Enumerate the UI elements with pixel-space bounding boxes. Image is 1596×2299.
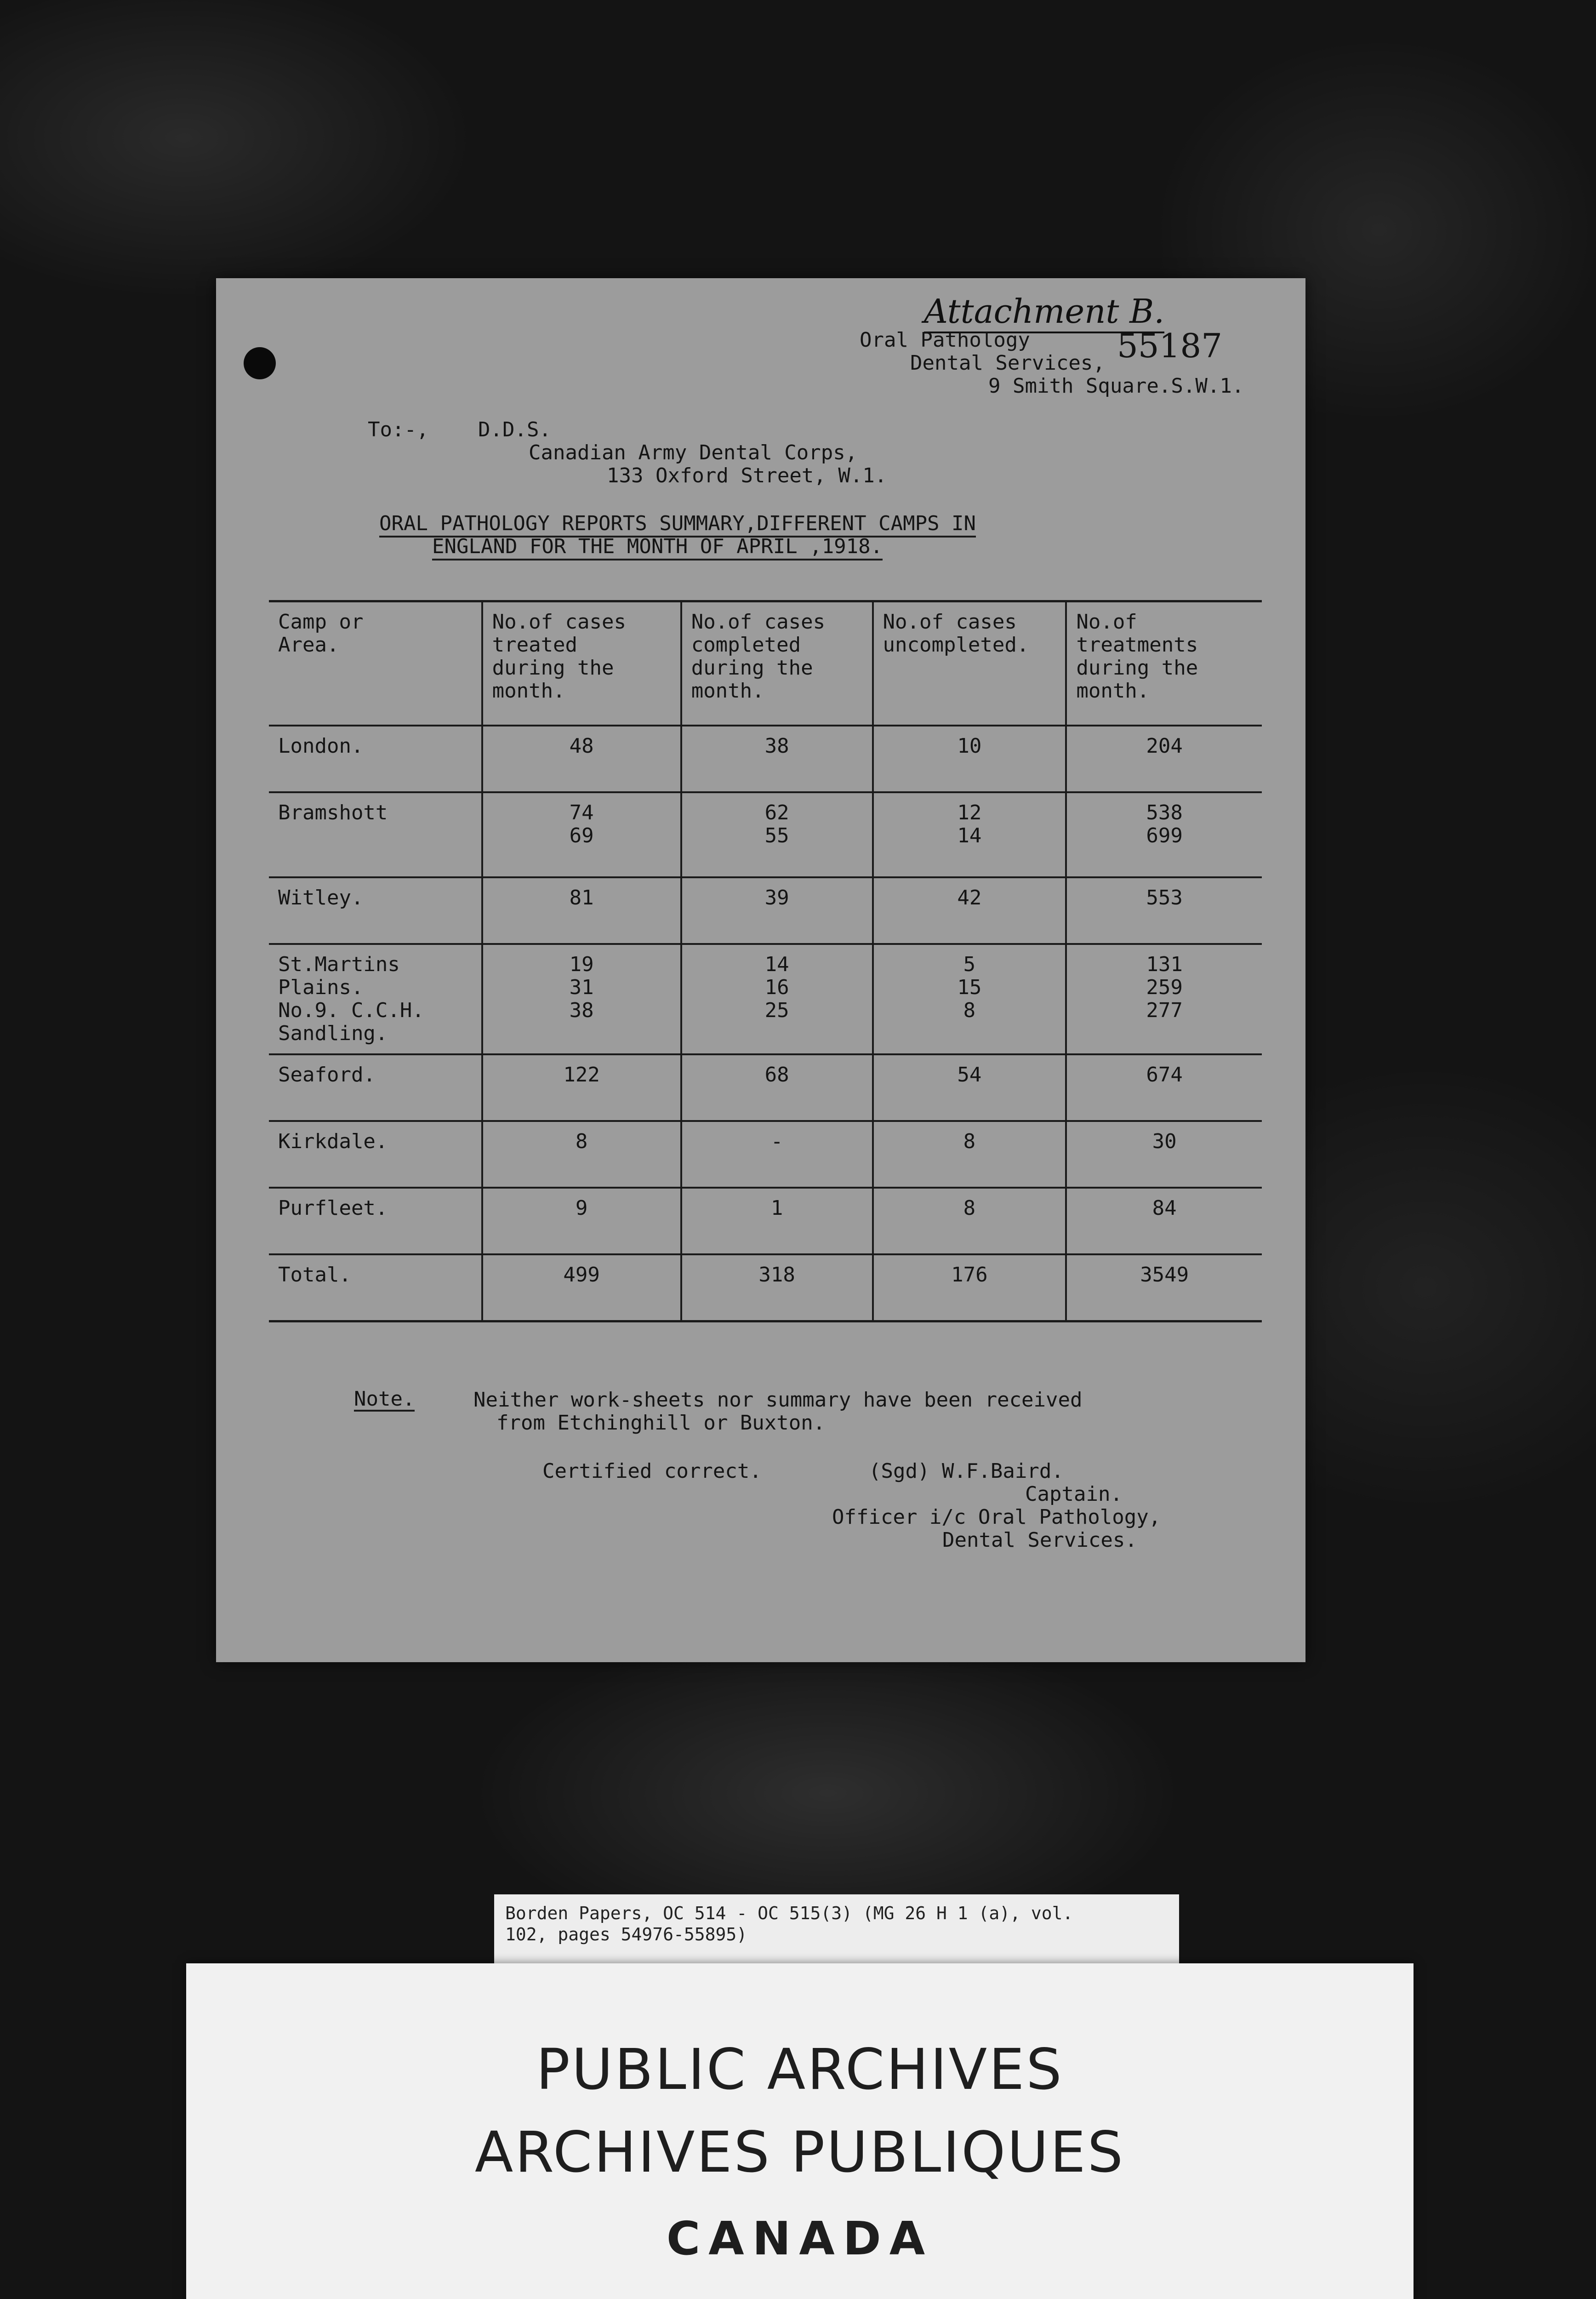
cell-value: Purfleet. — [278, 1196, 388, 1220]
cell-value: 8 — [963, 999, 976, 1022]
note-text-line-1: Neither work-sheets nor summary have been received — [473, 1388, 1083, 1412]
table-cell-treatments — [1066, 1121, 1262, 1188]
table-row — [269, 877, 1262, 944]
signature-rank: Captain. — [1025, 1482, 1123, 1506]
header-text: Camp or — [278, 610, 364, 634]
header-camp — [269, 601, 482, 726]
table-cell-camp — [269, 1121, 482, 1188]
cell-value: 277 — [1146, 999, 1183, 1022]
cell-value: Witley. — [278, 886, 364, 909]
table-row — [269, 1188, 1262, 1254]
table-cell-completed — [681, 877, 873, 944]
table-cell-uncompleted — [873, 1054, 1066, 1121]
cell-value: 54 — [957, 1063, 982, 1087]
cell-value: 12 — [957, 801, 982, 824]
header-text: during the — [492, 656, 614, 680]
header-text: month. — [492, 679, 565, 703]
header-treatments — [1066, 601, 1262, 726]
table-cell-treated — [482, 944, 681, 1054]
cell-value: 38 — [569, 999, 594, 1022]
header-text: No.of — [1076, 610, 1137, 634]
header-completed — [681, 601, 873, 726]
cell-value: 3549 — [1140, 1263, 1189, 1287]
table-cell-uncompleted — [873, 792, 1066, 877]
archives-line-country: CANADA — [666, 2212, 934, 2265]
cell-value: 39 — [764, 886, 789, 909]
cell-value: 48 — [569, 734, 594, 758]
report-title-line-1: ORAL PATHOLOGY REPORTS SUMMARY,DIFFERENT CAMPS IN — [379, 513, 976, 538]
header-uncompleted — [873, 601, 1066, 726]
table-cell-treated — [482, 1188, 681, 1254]
table-cell-uncompleted — [873, 1121, 1066, 1188]
recipient-line-2: Canadian Army Dental Corps, — [529, 441, 858, 464]
cell-value: Total. — [278, 1263, 351, 1287]
cell-value: 122 — [563, 1063, 600, 1087]
table-row — [269, 792, 1262, 877]
cell-value: 176 — [951, 1263, 988, 1287]
cell-value: 8 — [575, 1130, 588, 1153]
cell-value: 55 — [764, 824, 789, 847]
signature-department: Dental Services. — [942, 1528, 1137, 1552]
archives-line-english: PUBLIC ARCHIVES — [536, 2037, 1064, 2102]
table-cell-treated — [482, 877, 681, 944]
table-cell-treatments — [1066, 944, 1262, 1054]
cell-value: 8 — [963, 1196, 976, 1220]
table-cell-completed — [681, 792, 873, 877]
table-cell-treatments — [1066, 726, 1262, 792]
cell-value: Sandling. — [278, 1022, 388, 1045]
signature-name: (Sgd) W.F.Baird. — [869, 1459, 1064, 1483]
header-text: treated — [492, 633, 578, 657]
cell-value: 259 — [1146, 976, 1183, 999]
cell-value: 25 — [764, 999, 789, 1022]
header-text: completed — [691, 633, 801, 657]
cell-value: 204 — [1146, 734, 1183, 758]
header-text: during the — [691, 656, 813, 680]
letterhead-line-2: Dental Services, — [910, 351, 1105, 375]
table-cell-treated — [482, 792, 681, 877]
note-text-line-2: from Etchinghill or Buxton. — [496, 1411, 826, 1435]
handwritten-attachment-note: Attachment B. — [924, 292, 1164, 333]
table-cell-completed — [681, 1121, 873, 1188]
recipient-line-3: 133 Oxford Street, W.1. — [607, 464, 887, 487]
cell-value: 81 — [569, 886, 594, 909]
table-cell-completed — [681, 1254, 873, 1321]
table-cell-completed — [681, 1188, 873, 1254]
cell-value: 10 — [957, 734, 982, 758]
cell-value: 538 — [1146, 801, 1183, 824]
certified-correct: Certified correct. — [542, 1459, 762, 1483]
header-text: No.of cases — [691, 610, 826, 634]
cell-value: 1 — [770, 1196, 783, 1220]
cell-value: 38 — [764, 734, 789, 758]
cell-value: St.Martins Plains. — [278, 953, 400, 999]
archives-line-french: ARCHIVES PUBLIQUES — [474, 2120, 1125, 2185]
header-text: treatments — [1076, 633, 1198, 657]
table-cell-uncompleted — [873, 877, 1066, 944]
document-number: 55187 — [1117, 326, 1223, 365]
cell-value: 318 — [758, 1263, 795, 1287]
table-cell-camp — [269, 944, 482, 1054]
table-cell-treatments — [1066, 1188, 1262, 1254]
cell-value: Seaford. — [278, 1063, 376, 1087]
punch-hole — [244, 347, 276, 379]
table-cell-camp — [269, 1054, 482, 1121]
header-text: during the — [1076, 656, 1198, 680]
header-text: No.of cases — [883, 610, 1017, 634]
table-cell-completed — [681, 1054, 873, 1121]
cell-value: - — [770, 1130, 783, 1153]
header-text: month. — [691, 679, 764, 703]
table-total-row — [269, 1254, 1262, 1321]
table-cell-camp — [269, 1188, 482, 1254]
cell-value: 15 — [957, 976, 982, 999]
table-cell-treated — [482, 726, 681, 792]
table-row — [269, 1054, 1262, 1121]
table-cell-treated — [482, 1054, 681, 1121]
cell-value: 84 — [1152, 1196, 1177, 1220]
cell-value: 131 — [1146, 953, 1183, 976]
reference-label — [494, 1894, 1179, 1973]
table-cell-treated — [482, 1121, 681, 1188]
table-cell-uncompleted — [873, 1188, 1066, 1254]
cell-value: 5 — [963, 953, 976, 976]
archives-card — [186, 1963, 1414, 2299]
table-cell-completed — [681, 726, 873, 792]
table-body — [269, 726, 1262, 1321]
letterhead-line-3: 9 Smith Square.S.W.1. — [988, 374, 1244, 398]
header-text: uncompleted. — [883, 633, 1029, 657]
table-cell-uncompleted — [873, 944, 1066, 1054]
cell-value: 16 — [764, 976, 789, 999]
cell-value: London. — [278, 734, 364, 758]
header-treated — [482, 601, 681, 726]
cell-value: 8 — [963, 1130, 976, 1153]
table-cell-camp — [269, 1254, 482, 1321]
table-cell-treatments — [1066, 792, 1262, 877]
cell-value: Bramshott — [278, 801, 388, 824]
table-cell-camp — [269, 726, 482, 792]
table-cell-camp — [269, 877, 482, 944]
cell-value: 42 — [957, 886, 982, 909]
table-cell-uncompleted — [873, 1254, 1066, 1321]
cell-value: 499 — [563, 1263, 600, 1287]
header-text: Area. — [278, 633, 339, 657]
table-cell-treatments — [1066, 877, 1262, 944]
cell-value: 62 — [764, 801, 789, 824]
cell-value: 31 — [569, 976, 594, 999]
table-row — [269, 944, 1262, 1054]
cell-value: Kirkdale. — [278, 1130, 388, 1153]
report-title-line-2: ENGLAND FOR THE MONTH OF APRIL ,1918. — [432, 536, 883, 560]
table-cell-completed — [681, 944, 873, 1054]
cell-value: 674 — [1146, 1063, 1183, 1087]
cell-value: 14 — [957, 824, 982, 847]
cell-value: 30 — [1152, 1130, 1177, 1153]
table-cell-treatments — [1066, 1054, 1262, 1121]
header-text: No.of cases — [492, 610, 627, 634]
cell-value: 699 — [1146, 824, 1183, 847]
recipient-prefix: To:-, — [368, 418, 429, 441]
reference-line-1: Borden Papers, OC 514 - OC 515(3) (MG 26 H 1 (a), vol. — [505, 1903, 1073, 1923]
letterhead-line-1: Oral Pathology — [860, 328, 1030, 352]
document-page — [216, 278, 1305, 1662]
cell-value: No.9. C.C.H. — [278, 999, 424, 1022]
cell-value: 68 — [764, 1063, 789, 1087]
note-label: Note. — [354, 1387, 415, 1411]
cell-value: 553 — [1146, 886, 1183, 909]
summary-table — [269, 600, 1262, 1322]
reference-line-2: 102, pages 54976-55895) — [505, 1924, 747, 1944]
recipient-line-1: D.D.S. — [478, 418, 551, 441]
table-cell-treatments — [1066, 1254, 1262, 1321]
cell-value: 9 — [575, 1196, 588, 1220]
table-row — [269, 1121, 1262, 1188]
table-cell-treated — [482, 1254, 681, 1321]
table-row — [269, 726, 1262, 792]
cell-value: 14 — [764, 953, 789, 976]
table-header-row — [269, 601, 1262, 726]
signature-title: Officer i/c Oral Pathology, — [832, 1505, 1161, 1529]
cell-value: 74 — [569, 801, 594, 824]
cell-value: 19 — [569, 953, 594, 976]
header-text: month. — [1076, 679, 1150, 703]
cell-value: 69 — [569, 824, 594, 847]
table-cell-camp — [269, 792, 482, 877]
table-cell-uncompleted — [873, 726, 1066, 792]
